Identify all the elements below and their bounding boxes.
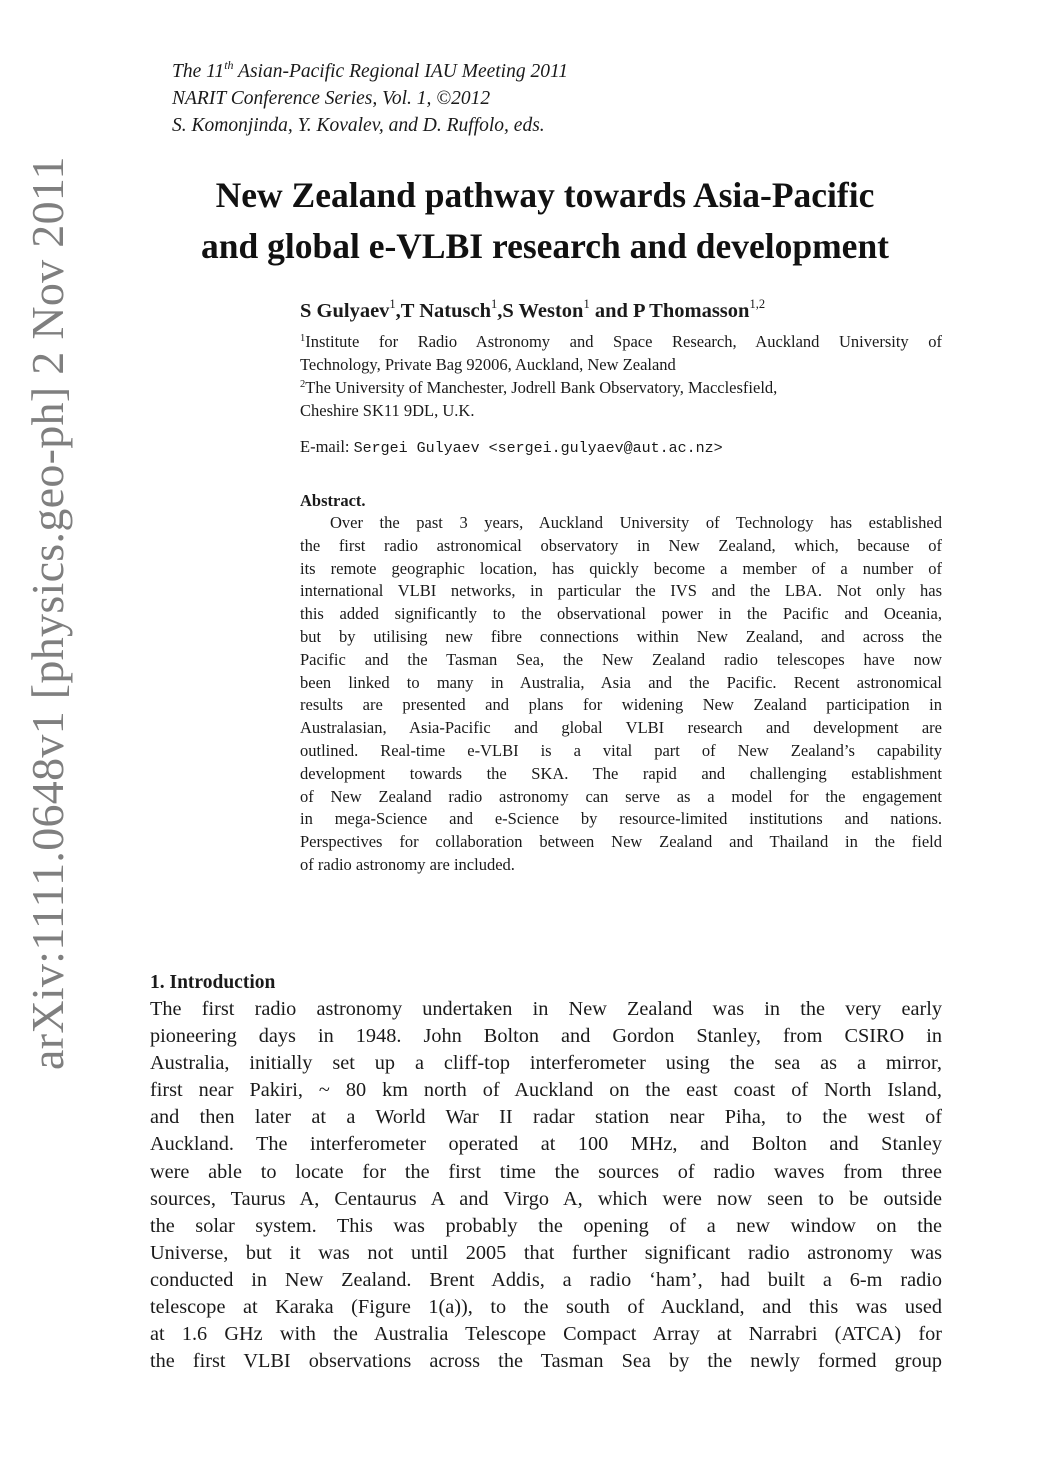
affiliation-1: $^1$Institute for Radio Astronomy and Space Research, Auckland University of Technology, Private Bag 92006, Auckland, New Zealand bbox=[300, 332, 942, 374]
conference-header bbox=[172, 58, 568, 139]
body-line: were able to locate for the first time the sources of radio waves from three bbox=[150, 1160, 942, 1183]
paper-title bbox=[150, 170, 940, 272]
affiliation-2: $^2$The University of Manchester, Jodrell Bank Observatory, Macclesfield, Cheshire SK11 9DL, U.K. bbox=[300, 378, 778, 420]
abstract-line: this added significantly to the observational power in the Pacific and Oceania, bbox=[300, 604, 942, 624]
ordinal-superscript: th bbox=[224, 58, 234, 72]
body-line: The first radio astronomy undertaken in New Zealand was in the very early bbox=[150, 998, 942, 1020]
author-name: S Gulyaev bbox=[300, 300, 390, 322]
body-line: Universe, but it was not until 2005 that further significant radio astronomy was bbox=[150, 1241, 942, 1264]
contact-email: E-mail: Sergei Gulyaev <sergei.gulyaev@aut.ac.nz> bbox=[300, 437, 723, 457]
abstract-heading: Abstract. bbox=[300, 491, 366, 510]
abstract-line: of radio astronomy are included. bbox=[300, 854, 515, 874]
email-address-link[interactable]: Sergei Gulyaev <sergei.gulyaev@aut.ac.nz> bbox=[353, 440, 723, 457]
abstract-line: Pacific and the Tasman Sea, the New Zealand radio telescopes have now bbox=[300, 649, 942, 669]
conference-editors: S. Komonjinda, Y. Kovalev, and D. Ruffolo, eds. bbox=[172, 115, 545, 136]
body-line: at 1.6 GHz with the Australia Telescope Compact Array at Narrabri (ATCA) for bbox=[150, 1323, 942, 1346]
abstract-body bbox=[300, 512, 942, 877]
introduction-body bbox=[150, 996, 942, 1375]
arxiv-identifier-stamp: arXiv:1111.0648v1 [physics.geo-ph] 2 Nov 2011 bbox=[22, 156, 73, 1070]
abstract-line: of New Zealand radio astronomy can serve as a model for the engagement bbox=[300, 786, 942, 806]
body-line: pioneering days in 1948. John Bolton and Gordon Stanley, from CSIRO in bbox=[150, 1025, 942, 1048]
section-heading-introduction: 1. Introduction bbox=[150, 972, 276, 993]
title-line-1: New Zealand pathway towards Asia-Pacific bbox=[215, 175, 875, 215]
author-name: T Natusch bbox=[400, 300, 491, 322]
author-list: S Gulyaev$^1$,T Natusch$^1$,S Weston$^1$ and P Thomasson$^{1,2}$ bbox=[300, 297, 766, 322]
abstract-line: but by utilising new fibre connections within New Zealand, and across the bbox=[300, 626, 942, 646]
abstract-line: international VLBI networks, in particular the IVS and the LBA. Not only has bbox=[300, 581, 942, 601]
abstract-line: outlined. Real-time e-VLBI is a vital part of New Zealand’s capability bbox=[300, 740, 942, 760]
body-line: telescope at Karaka (Figure 1(a)), to the south of Auckland, and this was used bbox=[150, 1296, 942, 1319]
author-affiliation-mark: 1,2 bbox=[749, 297, 766, 311]
title-line-2: and global e-VLBI research and development bbox=[200, 226, 890, 266]
conference-name: The 11th Asian-Pacific Regional IAU Meeting 2011 bbox=[172, 58, 569, 82]
author-affiliation-mark: 1 bbox=[583, 297, 590, 311]
body-line: conducted in New Zealand. Brent Addis, a radio ‘ham’, had built a 6-m radio bbox=[150, 1268, 942, 1291]
abstract-line: Over the past 3 years, Auckland University of Technology has established bbox=[330, 513, 942, 532]
author-affiliation-mark: 1 bbox=[389, 297, 396, 311]
body-line: Australia, initially set up a cliff-top interferometer using the sea as a mirror, bbox=[150, 1052, 942, 1075]
author-name: S Weston bbox=[502, 300, 584, 322]
body-line: Auckland. The interferometer operated at 100 MHz, and Bolton and Stanley bbox=[150, 1133, 942, 1156]
abstract-line: Perspectives for collaboration between New Zealand and Thailand in the field bbox=[300, 832, 942, 852]
abstract-line: development towards the SKA. The rapid and challenging establishment bbox=[300, 763, 942, 783]
body-line: the first VLBI observations across the Tasman Sea by the newly formed group bbox=[150, 1350, 942, 1373]
abstract-line: the first radio astronomical observatory in New Zealand, which, because of bbox=[300, 535, 942, 555]
abstract-line: Australasian, Asia-Pacific and global VLBI research and development are bbox=[300, 718, 942, 738]
body-line: the solar system. This was probably the opening of a new window on the bbox=[150, 1214, 942, 1237]
author-affiliation-mark: 1 bbox=[491, 297, 498, 311]
body-line: and then later at a World War II radar station near Piha, to the west of bbox=[150, 1106, 942, 1129]
author-name: P Thomasson bbox=[633, 300, 750, 322]
conference-series: NARIT Conference Series, Vol. 1, ©2012 bbox=[172, 88, 491, 109]
body-line: sources, Taurus A, Centaurus A and Virgo A, which were now seen to be outside bbox=[150, 1187, 942, 1210]
abstract-line: results are presented and plans for widening New Zealand participation in bbox=[300, 695, 942, 715]
abstract-line: in mega-Science and e-Science by resource-limited institutions and nations. bbox=[300, 809, 942, 829]
abstract-line: its remote geographic location, has quickly become a member of a number of bbox=[300, 558, 942, 578]
body-line: first near Pakiri, ~ 80 km north of Auckland on the east coast of North Island, bbox=[150, 1079, 942, 1102]
abstract-line: been linked to many in Australia, Asia and the Pacific. Recent astronomical bbox=[300, 672, 942, 692]
